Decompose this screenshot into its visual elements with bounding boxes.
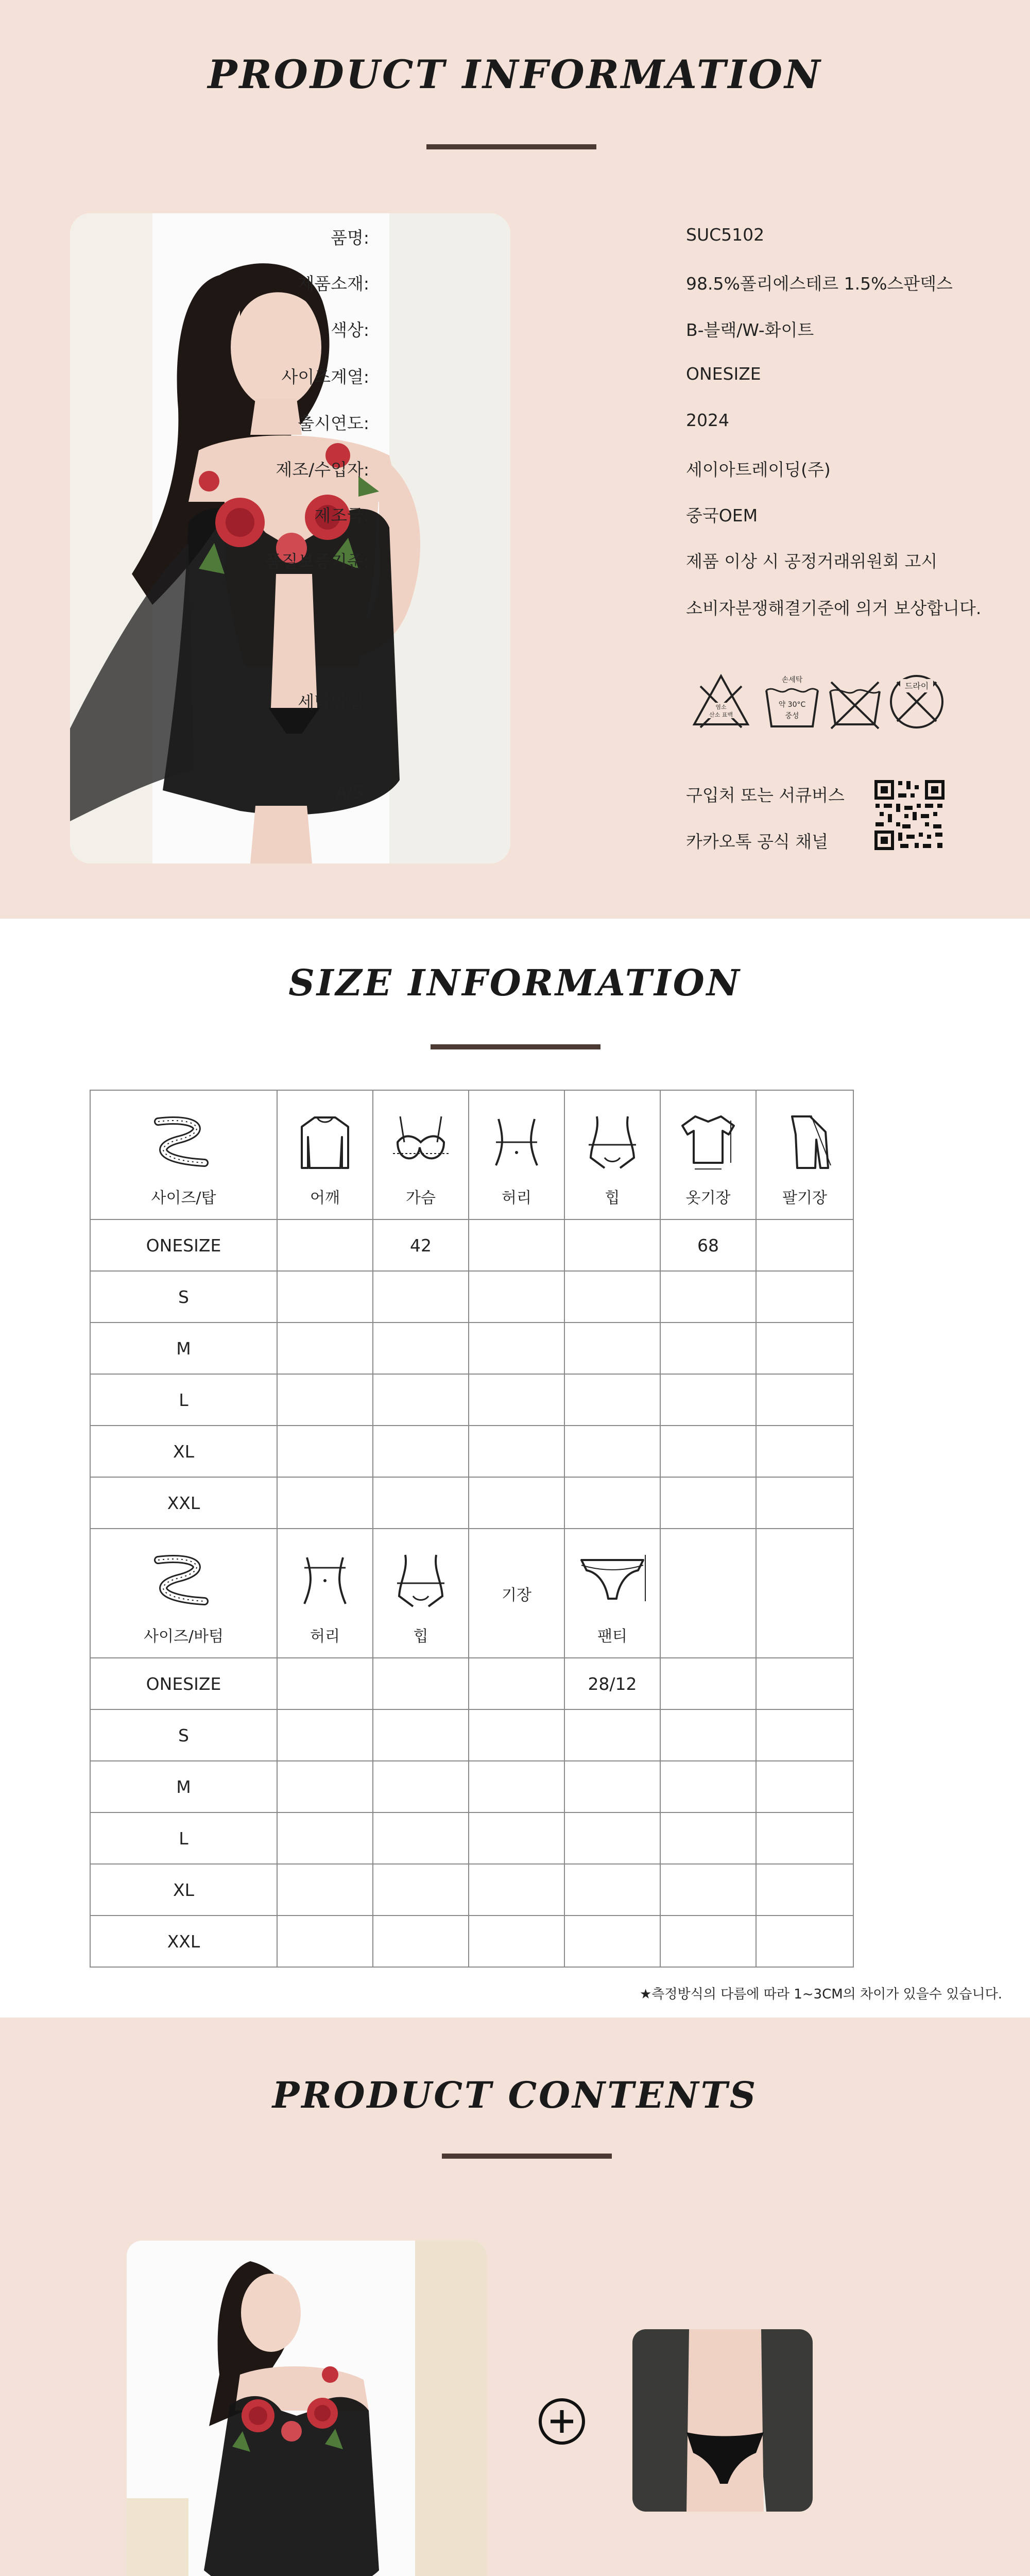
table-cell xyxy=(756,1426,853,1477)
svg-text:드라이: 드라이 xyxy=(904,681,929,691)
svg-text:약 30°C: 약 30°C xyxy=(778,701,806,709)
header-cell-waist-bottom xyxy=(277,1529,373,1658)
header-cell-size-top xyxy=(90,1090,277,1219)
table-cell xyxy=(469,1916,564,1967)
info-value-release-year: 2024 xyxy=(686,410,729,430)
table-cell xyxy=(469,1761,564,1812)
table-cell xyxy=(277,1219,373,1271)
header-cell-hip-top xyxy=(564,1090,660,1219)
table-row xyxy=(90,1426,853,1477)
table-cell xyxy=(277,1709,373,1761)
measuring-tape-icon xyxy=(148,1111,220,1177)
table-cell xyxy=(660,1812,756,1864)
table-cell xyxy=(756,1323,853,1374)
table-cell: ONESIZE xyxy=(90,1658,277,1709)
table-cell xyxy=(373,1374,469,1426)
table-cell: XL xyxy=(90,1864,277,1916)
table-row xyxy=(90,1271,853,1323)
table-cell: XXL xyxy=(90,1477,277,1529)
waist-icon xyxy=(486,1111,547,1177)
table-cell: S xyxy=(90,1709,277,1761)
header-label-shoulder: 어깨 xyxy=(310,1189,340,1207)
info-label-washing: 세탁방법: xyxy=(298,692,369,712)
table-row xyxy=(90,1658,853,1709)
table-row xyxy=(90,1864,853,1916)
table-cell xyxy=(373,1477,469,1529)
header-cell-waist-top xyxy=(469,1090,564,1219)
table-cell xyxy=(277,1323,373,1374)
header-cell-empty xyxy=(756,1529,853,1658)
table-cell xyxy=(469,1374,564,1426)
table-cell: 28/12 xyxy=(564,1658,660,1709)
table-cell: L xyxy=(90,1812,277,1864)
table-cell xyxy=(564,1916,660,1967)
table-cell xyxy=(756,1761,853,1812)
header-cell-empty xyxy=(660,1529,756,1658)
table-cell xyxy=(564,1761,660,1812)
hand-wash-30-icon xyxy=(761,671,823,733)
table-row xyxy=(90,1761,853,1812)
svg-text:손세탁: 손세탁 xyxy=(781,676,803,684)
table-cell xyxy=(373,1426,469,1477)
table-cell: 42 xyxy=(373,1219,469,1271)
header-label-chest: 가슴 xyxy=(406,1189,436,1207)
header-cell-length-bottom xyxy=(469,1529,564,1658)
info-value-as-line2: 카카오톡 공식 채널 xyxy=(686,832,829,852)
no-tumble-dry-icon xyxy=(824,671,886,733)
header-label-waist-bottom: 허리 xyxy=(310,1628,340,1646)
table-cell xyxy=(756,1812,853,1864)
table-cell xyxy=(469,1709,564,1761)
measuring-tape-icon xyxy=(148,1550,220,1616)
size-info-title: SIZE INFORMATION xyxy=(288,961,742,1004)
product-contents-title: PRODUCT CONTENTS xyxy=(272,2074,758,2116)
product-slip-photo xyxy=(127,2241,487,2576)
table-row xyxy=(90,1916,853,1967)
table-cell: M xyxy=(90,1323,277,1374)
table-cell xyxy=(660,1323,756,1374)
table-cell xyxy=(373,1323,469,1374)
header-label-sleeve: 팔기장 xyxy=(782,1189,827,1207)
panty-icon xyxy=(576,1550,648,1611)
table-row xyxy=(90,1812,853,1864)
info-value-color: B-블랙/W-화이트 xyxy=(686,320,814,340)
info-label-warranty: 품질보증기준: xyxy=(265,551,369,571)
info-label-release-year: 출시연도: xyxy=(298,413,369,433)
hip-icon xyxy=(581,1111,643,1177)
table-cell xyxy=(756,1477,853,1529)
header-cell-panty xyxy=(564,1529,660,1658)
table-cell: 68 xyxy=(660,1219,756,1271)
sleeve-length-icon xyxy=(774,1111,836,1177)
product-info-title-bar xyxy=(426,144,596,149)
size-info-title-bar xyxy=(431,1044,600,1049)
table-cell xyxy=(277,1271,373,1323)
table-cell xyxy=(469,1864,564,1916)
tshirt-length-icon xyxy=(677,1111,739,1177)
table-cell xyxy=(373,1916,469,1967)
kakao-qr-code[interactable] xyxy=(872,778,947,852)
chest-bra-icon xyxy=(390,1111,452,1177)
product-panty-photo xyxy=(632,2329,813,2512)
info-label-country: 제조국: xyxy=(314,505,369,526)
table-cell xyxy=(469,1323,564,1374)
table-cell xyxy=(756,1864,853,1916)
table-cell xyxy=(373,1658,469,1709)
table-row xyxy=(90,1374,853,1426)
table-cell xyxy=(660,1658,756,1709)
info-value-manufacturer: 세이아트레이딩(주) xyxy=(686,460,831,480)
table-cell xyxy=(469,1271,564,1323)
table-cell xyxy=(564,1374,660,1426)
table-cell xyxy=(564,1271,660,1323)
table-cell: L xyxy=(90,1374,277,1426)
header-label-panty: 팬티 xyxy=(597,1628,627,1646)
hip-icon xyxy=(390,1550,452,1616)
no-dry-clean-icon xyxy=(886,671,948,733)
header-cell-hip-bottom xyxy=(373,1529,469,1658)
table-cell xyxy=(469,1477,564,1529)
table-cell xyxy=(756,1658,853,1709)
table-cell xyxy=(564,1812,660,1864)
table-cell xyxy=(564,1219,660,1271)
header-label-hip-top: 힙 xyxy=(605,1189,620,1207)
table-cell: M xyxy=(90,1761,277,1812)
table-cell xyxy=(756,1374,853,1426)
plus-icon xyxy=(537,2397,587,2446)
table-cell xyxy=(469,1658,564,1709)
header-cell-chest xyxy=(373,1090,469,1219)
table-cell xyxy=(277,1658,373,1709)
header-cell-size-bottom xyxy=(90,1529,277,1658)
table-cell: XL xyxy=(90,1426,277,1477)
waist-icon xyxy=(294,1550,356,1616)
table-cell xyxy=(277,1916,373,1967)
product-main-photo xyxy=(70,213,510,863)
info-value-warranty-line2: 소비자분쟁해결기준에 의거 보상합니다. xyxy=(686,598,982,618)
info-value-material: 98.5%폴리에스테르 1.5%스판덱스 xyxy=(686,274,953,294)
table-cell xyxy=(277,1812,373,1864)
size-table-bottom-header xyxy=(90,1529,853,1658)
table-row xyxy=(90,1323,853,1374)
model-photo-illustration xyxy=(70,213,510,863)
measurement-note: ★측정방식의 다름에 따라 1~3CM의 차이가 있을수 있습니다. xyxy=(639,1987,1002,2002)
svg-text:염소: 염소 xyxy=(715,704,727,710)
table-cell xyxy=(660,1477,756,1529)
table-cell xyxy=(277,1426,373,1477)
info-value-size-series: ONESIZE xyxy=(686,364,761,384)
table-row xyxy=(90,1709,853,1761)
header-label-length-bottom: 기장 xyxy=(502,1586,531,1604)
info-label-size-series: 사이즈계열: xyxy=(281,367,369,387)
table-cell xyxy=(277,1761,373,1812)
info-value-as-line1: 구입처 또는 서큐버스 xyxy=(686,785,845,805)
size-table xyxy=(90,1090,854,1968)
table-cell xyxy=(756,1219,853,1271)
info-label-as: A/S: xyxy=(335,782,369,802)
table-cell xyxy=(277,1374,373,1426)
table-cell xyxy=(660,1761,756,1812)
table-cell xyxy=(373,1812,469,1864)
table-cell xyxy=(373,1761,469,1812)
slip-photo-illustration xyxy=(127,2241,487,2576)
table-cell: S xyxy=(90,1271,277,1323)
header-label-size-bottom: 사이즈/바텀 xyxy=(143,1628,224,1646)
header-label-size-top: 사이즈/탑 xyxy=(151,1189,216,1207)
table-cell xyxy=(564,1864,660,1916)
no-bleach-icon xyxy=(690,671,752,733)
table-cell: ONESIZE xyxy=(90,1219,277,1271)
table-cell xyxy=(373,1864,469,1916)
table-cell xyxy=(564,1323,660,1374)
product-info-title: PRODUCT INFORMATION xyxy=(208,52,822,97)
table-cell xyxy=(660,1916,756,1967)
table-cell xyxy=(564,1477,660,1529)
table-cell xyxy=(756,1916,853,1967)
table-cell xyxy=(373,1709,469,1761)
panty-photo-illustration xyxy=(632,2329,813,2512)
table-cell xyxy=(660,1864,756,1916)
table-cell xyxy=(469,1219,564,1271)
table-cell: XXL xyxy=(90,1916,277,1967)
info-label-manufacturer: 제조/수입자: xyxy=(276,460,369,480)
table-cell xyxy=(660,1709,756,1761)
table-cell xyxy=(469,1812,564,1864)
table-cell xyxy=(660,1374,756,1426)
header-label-hip-bottom: 힙 xyxy=(413,1628,428,1646)
header-label-length: 옷기장 xyxy=(685,1189,731,1207)
table-cell xyxy=(277,1864,373,1916)
shoulder-sweater-icon xyxy=(297,1111,353,1177)
table-cell xyxy=(469,1426,564,1477)
info-label-color: 색상: xyxy=(331,320,369,340)
table-row xyxy=(90,1477,853,1529)
info-label-name: 품명: xyxy=(331,228,369,248)
header-label-waist-top: 허리 xyxy=(502,1189,531,1207)
info-value-warranty: 제품 이상 시 공정거래위원회 고시 xyxy=(686,551,938,571)
table-cell xyxy=(564,1709,660,1761)
table-row xyxy=(90,1219,853,1271)
info-value-name: SUC5102 xyxy=(686,225,765,245)
svg-text:중성: 중성 xyxy=(785,712,799,720)
table-cell xyxy=(564,1426,660,1477)
table-cell xyxy=(756,1271,853,1323)
table-cell xyxy=(660,1271,756,1323)
table-cell xyxy=(660,1426,756,1477)
svg-text:산소 표백: 산소 표백 xyxy=(709,711,733,718)
table-cell xyxy=(277,1477,373,1529)
info-value-country: 중국OEM xyxy=(686,505,758,526)
header-cell-length xyxy=(660,1090,756,1219)
size-table-top-header xyxy=(90,1090,853,1219)
header-cell-sleeve xyxy=(756,1090,853,1219)
info-label-material: 제품소재: xyxy=(298,274,369,294)
header-cell-shoulder xyxy=(277,1090,373,1219)
table-cell xyxy=(373,1271,469,1323)
table-cell xyxy=(756,1709,853,1761)
product-contents-title-bar xyxy=(442,2154,612,2159)
